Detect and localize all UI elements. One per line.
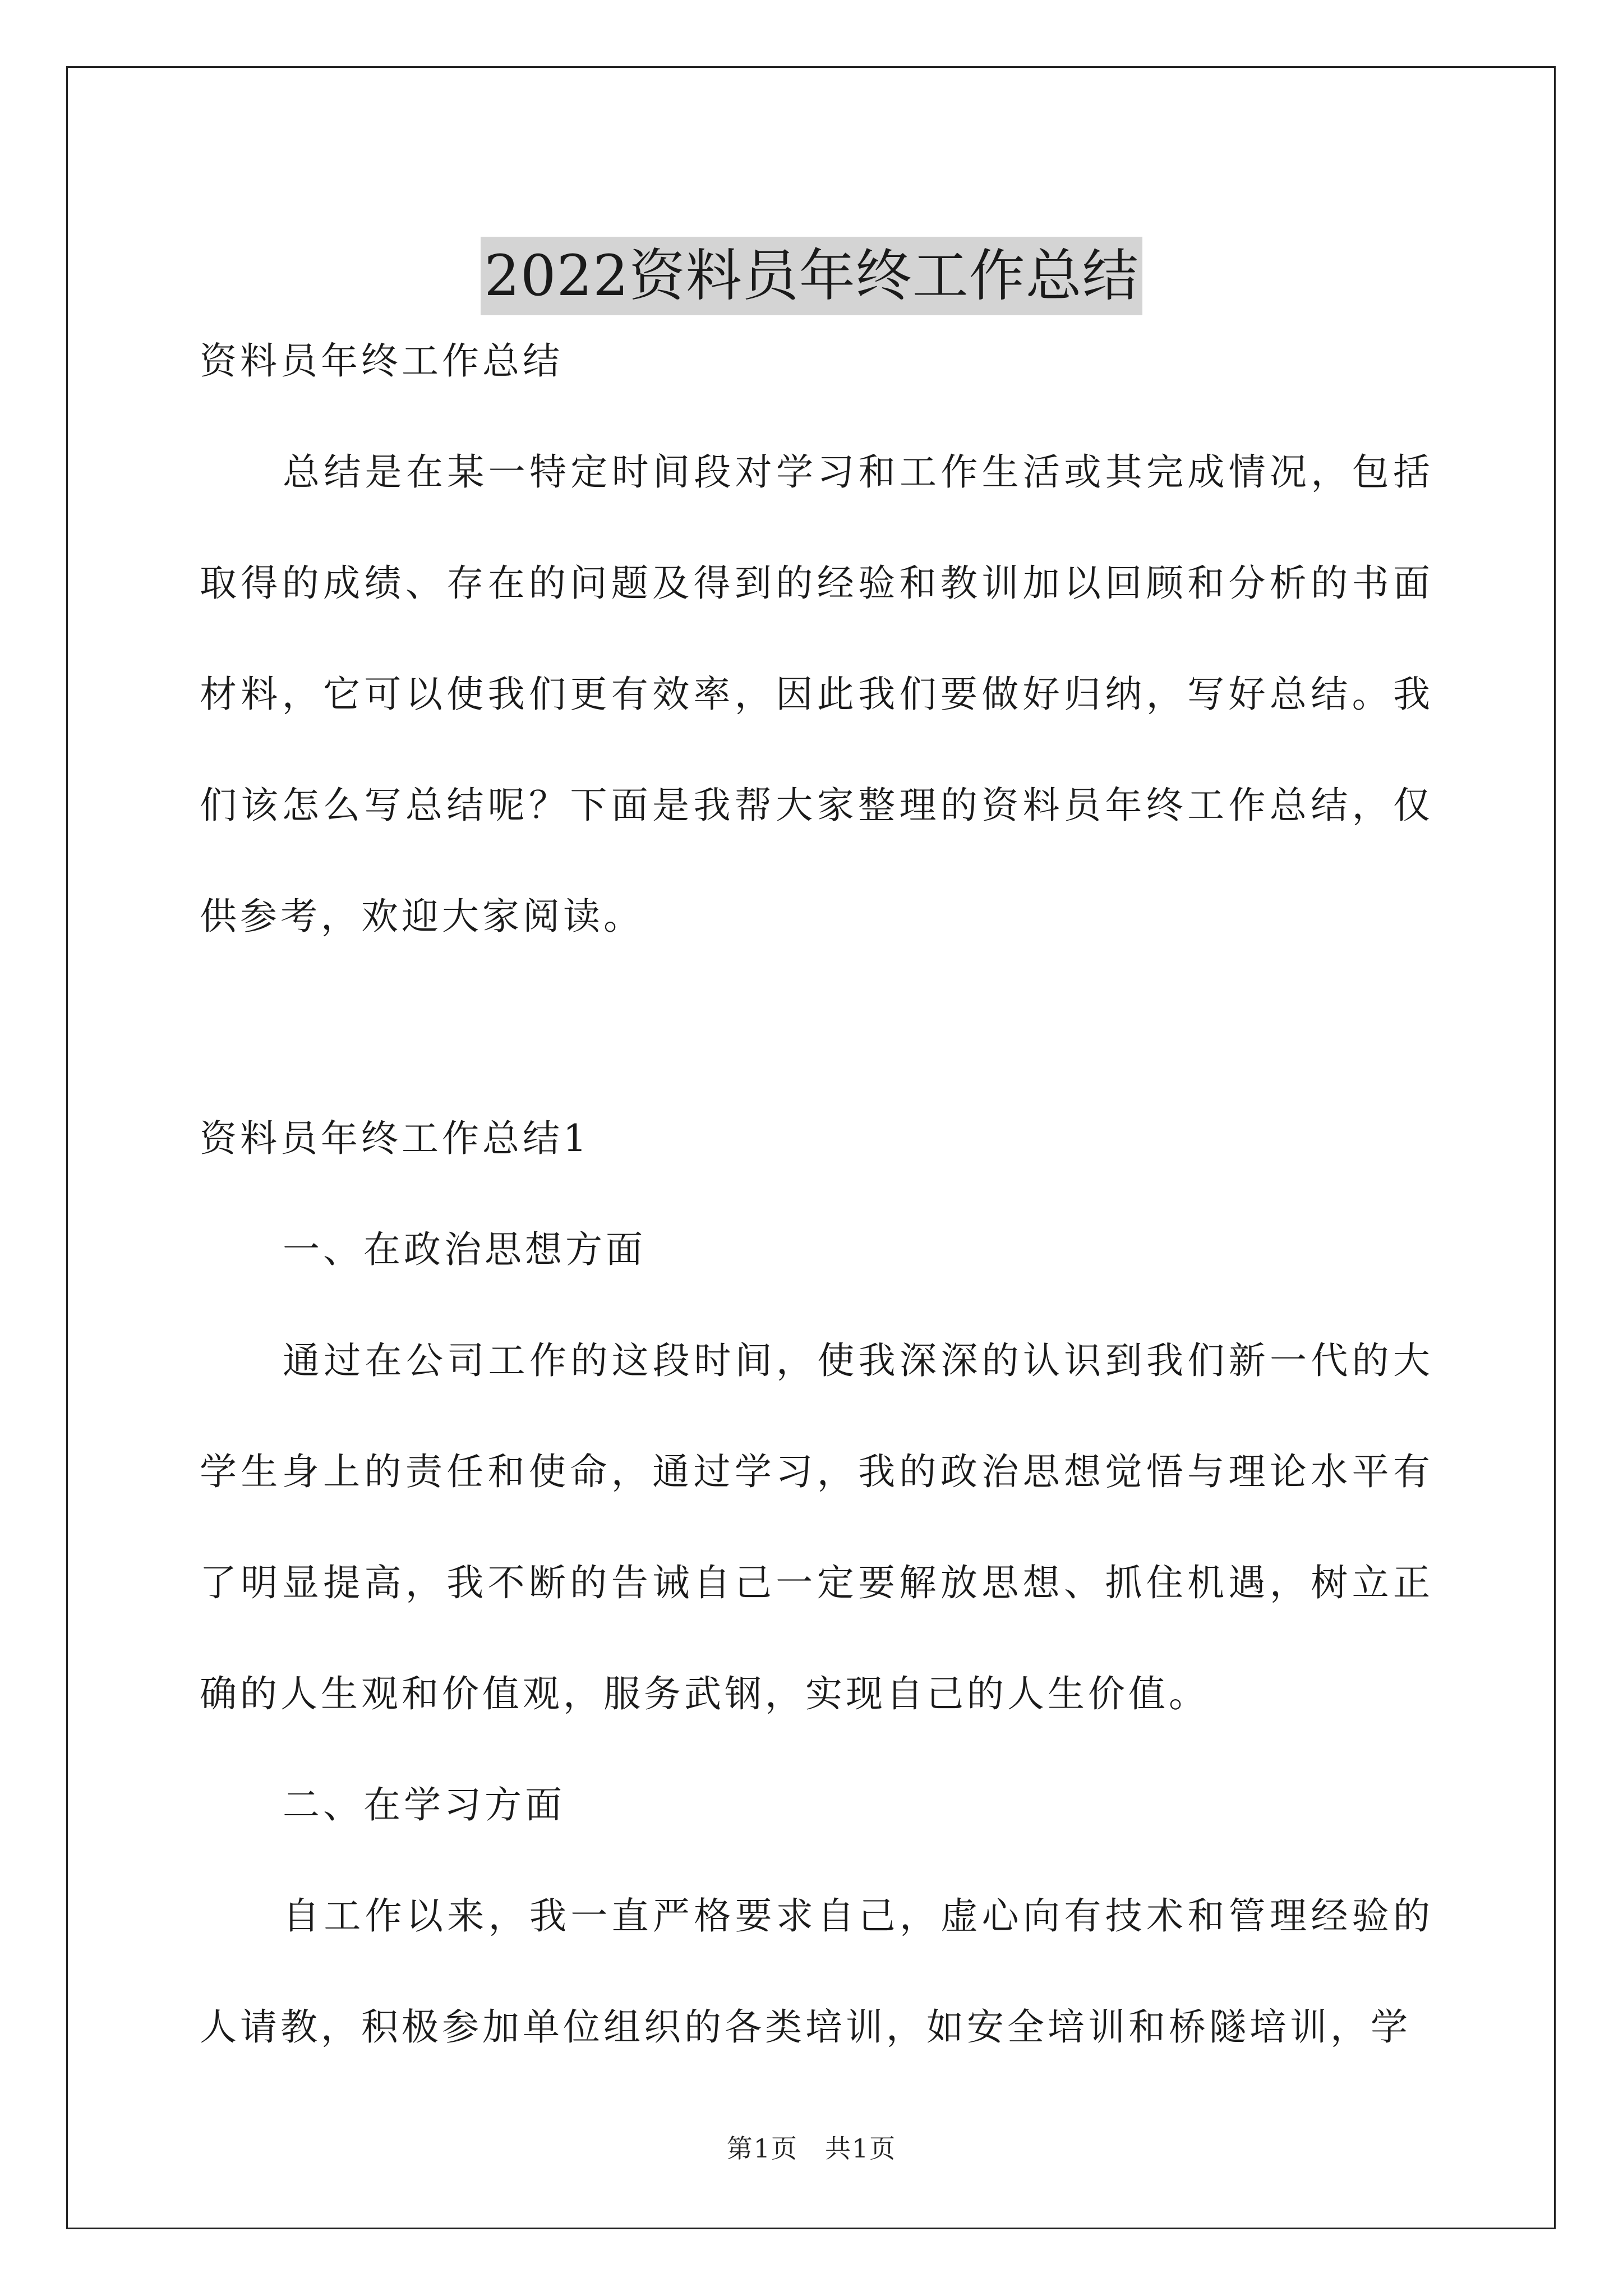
section-heading: 资料员年终工作总结1 xyxy=(200,1117,590,1160)
intro-paragraph: 总结是在某一特定时间段对学习和工作生活或其完成情况，包括取得的成绩、存在的问题及得到的经验和教训加以回顾和分析的书面材料，它可以使我们更有效率，因此我们要做好归纳，写好总结。我们该怎么写总结呢？下面是我帮大家整理的资料员年终工作总结，仅供参考，欢迎大家阅读。 xyxy=(200,450,1433,938)
document-body xyxy=(200,306,1433,2083)
part1-paragraph: 通过在公司工作的这段时间，使我深深的认识到我们新一代的大学生身上的责任和使命，通过学习，我的政治思想觉悟与理论水平有了明显提高，我不断的告诫自己一定要解放思想、抓住机遇，树立正确的人生观和价值观，服务武钢，实现自己的人生价值。 xyxy=(200,1339,1433,1715)
part1-heading: 一、在政治思想方面 xyxy=(283,1228,646,1271)
page-footer: 第1页 共1页 xyxy=(726,2133,897,2164)
document-subtitle: 资料员年终工作总结 xyxy=(200,339,563,383)
document-title: 2022资料员年终工作总结 xyxy=(481,237,1142,315)
part2-heading: 二、在学习方面 xyxy=(283,1783,565,1826)
paragraph-spacer xyxy=(200,972,1433,1083)
part2-paragraph: 自工作以来，我一直严格要求自己，虚心向有技术和管理经验的人请教，积极参加单位组织的各类培训，如安全培训和桥隧培训，学 xyxy=(200,1894,1433,2049)
